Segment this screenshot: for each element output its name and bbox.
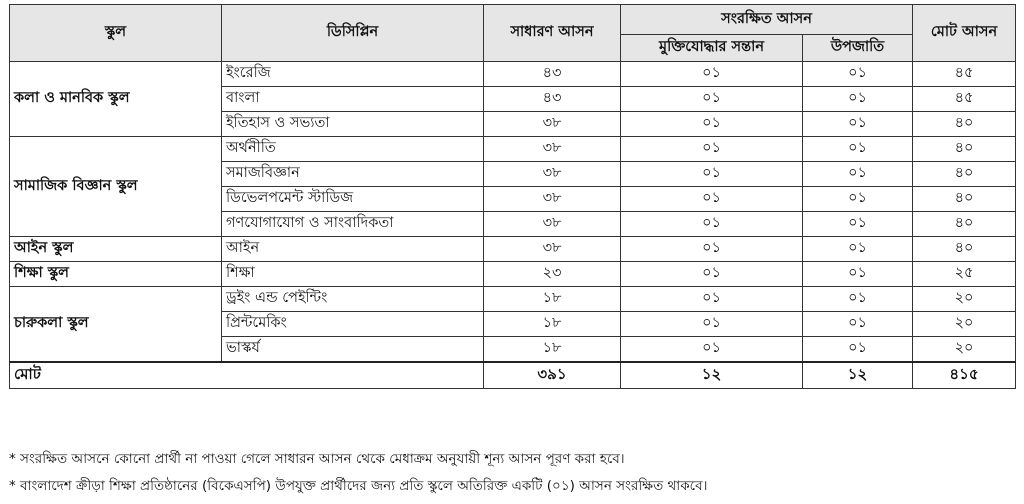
tribal-seats-cell: ০১ xyxy=(803,137,913,162)
discipline-cell: ইংরেজি xyxy=(222,62,484,87)
general-seats-cell: ৪৩ xyxy=(484,62,621,87)
total-all-seats: ৪১৫ xyxy=(913,362,1016,389)
discipline-cell: অর্থনীতি xyxy=(222,137,484,162)
table-body xyxy=(10,62,1016,389)
table-header xyxy=(10,5,1016,62)
discipline-cell: ভাস্কর্য xyxy=(222,337,484,363)
general-seats-cell: ৩৮ xyxy=(484,212,621,237)
school-cell: চারুকলা স্কুল xyxy=(10,287,222,363)
discipline-cell: গণযোগাযোগ ও সাংবাদিকতা xyxy=(222,212,484,237)
total-seats-cell: ৪০ xyxy=(913,137,1016,162)
school-cell: আইন স্কুল xyxy=(10,237,222,262)
total-seats-cell: ২০ xyxy=(913,287,1016,312)
freedom-fighter-seats-cell: ০১ xyxy=(621,112,803,137)
freedom-fighter-seats-cell: ০১ xyxy=(621,187,803,212)
total-seats-cell: ৪৫ xyxy=(913,87,1016,112)
general-seats-cell: ৩৮ xyxy=(484,237,621,262)
freedom-fighter-seats-cell: ০১ xyxy=(621,312,803,337)
footnote-reserved-seats: * সংরক্ষিত আসনে কোনো প্রার্থী না পাওয়া গেলে সাধারন আসন থেকে মেধাক্রম অনুযায়ী শূন্য আসন পূরণ করা হবে। xyxy=(9,451,625,467)
school-cell: কলা ও মানবিক স্কুল xyxy=(10,62,222,137)
discipline-cell: সমাজবিজ্ঞান xyxy=(222,162,484,187)
general-seats-cell: ৪৩ xyxy=(484,87,621,112)
discipline-cell: ইতিহাস ও সভ্যতা xyxy=(222,112,484,137)
total-seats-cell: ৪৫ xyxy=(913,62,1016,87)
tribal-seats-cell: ০১ xyxy=(803,312,913,337)
discipline-cell: আইন xyxy=(222,237,484,262)
tribal-seats-cell: ০১ xyxy=(803,112,913,137)
total-seats-cell: ২০ xyxy=(913,312,1016,337)
header-school: স্কুল xyxy=(10,5,222,62)
tribal-seats-cell: ০১ xyxy=(803,62,913,87)
header-reserved-seats: সংরক্ষিত আসন xyxy=(621,5,913,35)
discipline-cell: বাংলা xyxy=(222,87,484,112)
total-tribal-seats: ১২ xyxy=(803,362,913,389)
general-seats-cell: ৩৮ xyxy=(484,187,621,212)
total-seats-cell: ২০ xyxy=(913,337,1016,363)
tribal-seats-cell: ০১ xyxy=(803,87,913,112)
freedom-fighter-seats-cell: ০১ xyxy=(621,162,803,187)
footnotes xyxy=(9,446,1015,500)
discipline-cell: ড্রইং এন্ড পেইন্টিং xyxy=(222,287,484,312)
freedom-fighter-seats-cell: ০১ xyxy=(621,137,803,162)
tribal-seats-cell: ০১ xyxy=(803,212,913,237)
tribal-seats-cell: ০১ xyxy=(803,237,913,262)
total-seats-cell: ৪০ xyxy=(913,162,1016,187)
footnote-bksp-seat: * বাংলাদেশ ক্রীড়া শিক্ষা প্রতিষ্ঠানের (বিকেএসপি) উপযুক্ত প্রার্থীদের জন্য প্রতি স্কুলে অতিরিক্ত একটি (০১) আসন সংরক্ষিত থাকবে। xyxy=(9,478,708,494)
tribal-seats-cell: ০১ xyxy=(803,287,913,312)
total-seats-cell: ৪০ xyxy=(913,112,1016,137)
tribal-seats-cell: ০১ xyxy=(803,187,913,212)
tribal-seats-cell: ০১ xyxy=(803,162,913,187)
total-seats-cell: ৪০ xyxy=(913,237,1016,262)
freedom-fighter-seats-cell: ০১ xyxy=(621,212,803,237)
general-seats-cell: ৩৮ xyxy=(484,137,621,162)
header-general-seats: সাধারণ আসন xyxy=(484,5,621,62)
general-seats-cell: ২৩ xyxy=(484,262,621,287)
total-freedom-fighter-seats: ১২ xyxy=(621,362,803,389)
discipline-cell: ডিভেলপমেন্ট স্টাডিজ xyxy=(222,187,484,212)
total-label: মোট xyxy=(10,362,484,389)
table-row xyxy=(10,137,1016,162)
tribal-seats-cell: ০১ xyxy=(803,337,913,363)
header-tribal: উপজাতি xyxy=(803,35,913,62)
header-discipline: ডিসিপ্লিন xyxy=(222,5,484,62)
header-total-seats: মোট আসন xyxy=(913,5,1016,62)
general-seats-cell: ৩৮ xyxy=(484,162,621,187)
general-seats-cell: ১৮ xyxy=(484,337,621,363)
general-seats-cell: ১৮ xyxy=(484,287,621,312)
freedom-fighter-seats-cell: ০১ xyxy=(621,62,803,87)
total-general-seats: ৩৯১ xyxy=(484,362,621,389)
school-cell: শিক্ষা স্কুল xyxy=(10,262,222,287)
seat-distribution-table xyxy=(9,4,1016,389)
total-seats-cell: ৪০ xyxy=(913,212,1016,237)
total-row xyxy=(10,362,1016,389)
freedom-fighter-seats-cell: ০১ xyxy=(621,237,803,262)
discipline-cell: প্রিন্টমেকিং xyxy=(222,312,484,337)
general-seats-cell: ১৮ xyxy=(484,312,621,337)
table-row xyxy=(10,287,1016,312)
freedom-fighter-seats-cell: ০১ xyxy=(621,87,803,112)
tribal-seats-cell: ০১ xyxy=(803,262,913,287)
table-row xyxy=(10,62,1016,87)
table-row xyxy=(10,237,1016,262)
freedom-fighter-seats-cell: ০১ xyxy=(621,287,803,312)
total-seats-cell: ২৫ xyxy=(913,262,1016,287)
total-seats-cell: ৪০ xyxy=(913,187,1016,212)
discipline-cell: শিক্ষা xyxy=(222,262,484,287)
freedom-fighter-seats-cell: ০১ xyxy=(621,337,803,363)
school-cell: সামাজিক বিজ্ঞান স্কুল xyxy=(10,137,222,237)
header-freedom-fighter-children: মুক্তিযোদ্ধার সন্তান xyxy=(621,35,803,62)
general-seats-cell: ৩৮ xyxy=(484,112,621,137)
freedom-fighter-seats-cell: ০১ xyxy=(621,262,803,287)
table-row xyxy=(10,262,1016,287)
